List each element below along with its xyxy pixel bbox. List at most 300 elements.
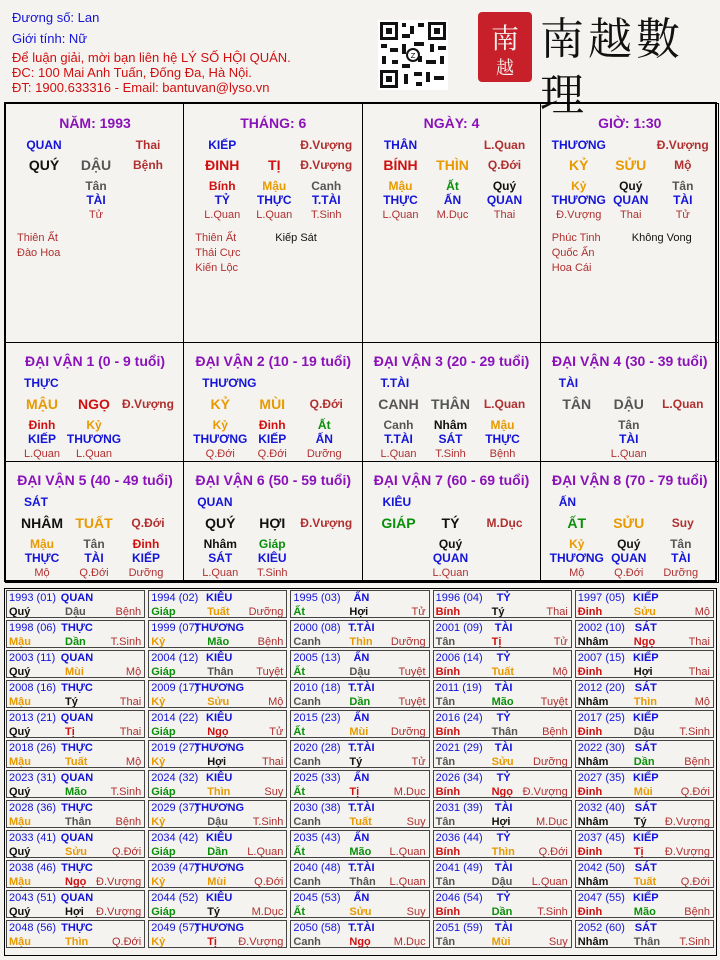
year-branch: Thìn	[65, 936, 89, 948]
hidden-state: Mộ	[569, 567, 585, 579]
year-stem: Quý	[9, 606, 31, 618]
dai-van-state: L.Quan	[483, 397, 526, 411]
year-label: 2039 (47)	[151, 862, 199, 874]
year-god: KIẾP	[632, 832, 659, 844]
year-state: Mộ	[552, 666, 568, 678]
year-state: Suy	[548, 936, 568, 948]
svg-text:越: 越	[496, 58, 514, 79]
year-branch: Hợi	[65, 906, 84, 918]
year-stem: Mậu	[9, 756, 31, 768]
year-state: Đ.Vượng	[664, 846, 710, 858]
year-label: 2035 (43)	[293, 832, 341, 844]
dai-van-god: QUAN	[197, 495, 233, 509]
year-cell[interactable]	[148, 710, 287, 738]
dai-van-branch: SỬU	[613, 515, 645, 531]
dai-van-branch: MÙI	[259, 396, 286, 412]
year-cell[interactable]	[6, 920, 145, 948]
year-cell[interactable]	[6, 890, 145, 918]
year-stem: Nhâm	[577, 696, 609, 708]
year-god: ẤN	[353, 652, 370, 664]
year-god: THƯƠNG	[194, 622, 245, 634]
year-state: M.Dục	[251, 906, 284, 918]
year-label: 2002 (10)	[577, 622, 625, 634]
year-god: TÀI	[494, 802, 513, 814]
seal-icon	[476, 10, 534, 84]
hidden-god: SÁT	[438, 432, 463, 446]
year-branch: Tuất	[491, 666, 514, 678]
hidden-state: Tử	[88, 209, 104, 221]
year-stem: Bính	[435, 666, 461, 678]
pillar-branch: SỬU	[615, 157, 647, 173]
dai-van-state: L.Quan	[662, 397, 704, 411]
year-state: Đ.Vượng	[238, 936, 284, 948]
year-stem: Tân	[435, 696, 456, 708]
year-cell[interactable]	[6, 710, 145, 738]
year-god: KIẾP	[632, 892, 659, 904]
dai-van-cell	[362, 461, 541, 583]
hidden-stem: Tân	[670, 537, 692, 551]
year-stem: Đinh	[577, 726, 603, 738]
year-cell[interactable]	[6, 650, 145, 678]
year-cell[interactable]	[290, 800, 429, 828]
year-cell[interactable]	[290, 620, 429, 648]
year-branch: Thìn	[491, 846, 515, 858]
year-state: Q.Đới	[111, 936, 142, 948]
hidden-state: Thai	[620, 209, 642, 221]
year-cell[interactable]	[148, 620, 287, 648]
year-label: 2007 (15)	[577, 652, 625, 664]
dai-van-stem: ẤT	[567, 515, 587, 531]
year-stem: Canh	[293, 696, 321, 708]
year-state: Dưỡng	[533, 756, 568, 768]
pillar-stem: QUÝ	[28, 157, 60, 173]
pillars-grid	[4, 102, 717, 582]
year-branch: Tuất	[207, 606, 230, 618]
hidden-state: Mộ	[34, 567, 50, 579]
hidden-stem: Tân	[672, 179, 694, 193]
year-state: L.Quan	[531, 876, 568, 888]
qr-code-icon[interactable]	[378, 20, 448, 90]
hidden-god: THƯƠNG	[66, 432, 122, 446]
year-label: 2051 (59)	[435, 922, 483, 934]
year-cell[interactable]	[6, 620, 145, 648]
hidden-stem: Quý	[492, 179, 517, 193]
year-stem: Đinh	[577, 846, 603, 858]
dai-van-cell	[362, 342, 541, 462]
hidden-state: Q.Đới	[205, 448, 235, 460]
star-label: Thiên Ất	[195, 232, 237, 244]
dai-van-state: Q.Đới	[131, 516, 165, 530]
year-stem: Quý	[9, 666, 31, 678]
year-state: Thai	[688, 636, 710, 648]
year-branch: Hợi	[633, 666, 653, 678]
hidden-stem: Đinh	[28, 418, 56, 432]
year-god: KIẾP	[632, 652, 659, 664]
dai-van-title: ĐẠI VẬN 8 (70 - 79 tuổi)	[551, 472, 708, 488]
year-state: Thai	[546, 606, 568, 618]
year-stem: Nhâm	[577, 936, 609, 948]
year-state: Bệnh	[542, 726, 568, 738]
year-label: 2040 (48)	[293, 862, 341, 874]
year-god: THƯƠNG	[194, 862, 245, 874]
dai-van-stem: MẬU	[26, 396, 58, 412]
hidden-state: T.Sinh	[256, 567, 288, 579]
year-cell[interactable]	[290, 710, 429, 738]
year-cell[interactable]	[575, 920, 714, 948]
year-state: Suy	[406, 906, 426, 918]
year-god: THỰC	[61, 742, 93, 754]
year-god: KIÊU	[206, 832, 233, 844]
year-branch: Dần	[491, 906, 513, 918]
year-branch: Tý	[65, 696, 78, 708]
year-cell[interactable]	[575, 800, 714, 828]
year-cell[interactable]	[148, 800, 287, 828]
dai-van-branch: DẬU	[613, 396, 644, 412]
year-label: 2029 (37)	[151, 802, 199, 814]
hidden-god: TÀI	[86, 193, 106, 207]
year-state: Suy	[406, 816, 426, 828]
year-stem: Giáp	[151, 666, 176, 678]
dai-van-god: THỰC	[24, 376, 59, 390]
year-cell[interactable]	[433, 650, 572, 678]
dai-van-stem: QUÝ	[205, 515, 236, 531]
dai-van-god: TÀI	[558, 376, 579, 390]
pillar-cell	[362, 103, 541, 343]
year-god: TỶ	[496, 832, 511, 844]
year-label: 2026 (34)	[435, 772, 483, 784]
hidden-state: L.Quan	[610, 448, 647, 460]
year-cell[interactable]	[575, 860, 714, 888]
year-god: TỶ	[496, 652, 511, 664]
hidden-stem: Tân	[85, 179, 107, 193]
year-god: SÁT	[634, 802, 657, 814]
year-label: 1997 (05)	[577, 592, 625, 604]
year-label: 2052 (60)	[577, 922, 625, 934]
year-stem: Quý	[9, 846, 31, 858]
year-branch: Thìn	[633, 696, 658, 708]
hidden-state: T.Sinh	[310, 209, 342, 221]
year-cell[interactable]	[290, 830, 429, 858]
dai-van-title: ĐẠI VẬN 5 (40 - 49 tuổi)	[17, 472, 173, 488]
year-cell[interactable]	[290, 770, 429, 798]
year-label: 1993 (01)	[9, 592, 57, 604]
year-stem: Giáp	[151, 606, 176, 618]
year-branch: Tị	[491, 636, 502, 648]
year-god: QUAN	[60, 712, 94, 724]
pillar-stem-state: Đ.Vượng	[300, 138, 353, 152]
year-cell[interactable]	[575, 590, 714, 618]
hidden-state: T.Sinh	[435, 448, 466, 460]
year-cell[interactable]	[6, 590, 145, 618]
year-branch: Dậu	[65, 606, 86, 618]
year-stem: Tân	[435, 876, 456, 888]
year-state: Đ.Vượng	[664, 816, 710, 828]
pillar-branch-state: Mộ	[674, 158, 692, 172]
year-cell[interactable]	[290, 680, 429, 708]
pillar-title: THÁNG: 6	[240, 115, 307, 131]
pillar-stem-state: Đ.Vượng	[656, 138, 709, 152]
hidden-god: QUAN	[611, 551, 647, 565]
year-cell[interactable]	[433, 740, 572, 768]
year-god: KIÊU	[206, 592, 233, 604]
year-branch: Mùi	[207, 876, 227, 888]
year-god: THỰC	[61, 802, 93, 814]
year-cell[interactable]	[148, 830, 287, 858]
year-stem: Giáp	[151, 786, 176, 798]
hidden-stem: Ất	[446, 179, 459, 193]
year-stem: Kỷ	[151, 636, 166, 648]
year-stem: Nhâm	[577, 756, 609, 768]
hidden-stem: Nhâm	[203, 537, 237, 551]
dai-van-stem: NHÂM	[21, 515, 63, 531]
year-label: 2037 (45)	[577, 832, 625, 844]
star-label: Phúc Tinh	[551, 232, 601, 244]
year-god: KIẾP	[632, 772, 659, 784]
year-state: Q.Đới	[680, 786, 710, 798]
hidden-stem: Quý	[438, 537, 463, 551]
year-state: Mộ	[694, 696, 710, 708]
year-god: QUAN	[60, 892, 94, 904]
year-branch: Dần	[207, 846, 228, 858]
year-label: 2023 (31)	[9, 772, 57, 784]
year-cell[interactable]	[148, 590, 287, 618]
year-cell[interactable]	[6, 800, 145, 828]
year-cell[interactable]	[6, 680, 145, 708]
year-label: 2041 (49)	[435, 862, 483, 874]
year-cell[interactable]	[290, 740, 429, 768]
year-state: Tuyệt	[256, 666, 284, 678]
hidden-state: Dưỡng	[128, 567, 164, 579]
year-branch: Dậu	[207, 816, 228, 828]
pillar-cell	[5, 103, 184, 343]
year-god: TÀI	[494, 682, 513, 694]
year-branch: Thìn	[349, 636, 373, 648]
pillar-title: GIỜ: 1:30	[598, 115, 662, 131]
year-cell[interactable]	[575, 770, 714, 798]
dai-van-stem: TÂN	[562, 396, 592, 412]
year-branch: Sửu	[207, 696, 230, 708]
year-state: Bệnh	[115, 816, 142, 828]
year-cell[interactable]	[290, 590, 429, 618]
year-cell[interactable]	[433, 860, 572, 888]
year-stem: Mậu	[9, 696, 31, 708]
year-label: 2025 (33)	[293, 772, 341, 784]
year-label: 2033 (41)	[9, 832, 57, 844]
year-cell[interactable]	[6, 740, 145, 768]
year-state: T.Sinh	[110, 786, 142, 798]
year-stem: Quý	[9, 786, 31, 798]
year-stem: Mậu	[9, 876, 31, 888]
year-label: 2024 (32)	[151, 772, 199, 784]
year-cell[interactable]	[433, 830, 572, 858]
year-cell[interactable]	[433, 890, 572, 918]
dai-van-stem: CANH	[378, 396, 419, 412]
year-god: KIÊU	[206, 892, 233, 904]
year-god: T.TÀI	[348, 742, 375, 754]
year-stem: Bính	[435, 726, 461, 738]
year-state: Suy	[264, 786, 284, 798]
contact: ĐT: 1900.633316 - Email: bantuvan@lyso.vn	[12, 80, 270, 95]
year-cell[interactable]	[290, 920, 429, 948]
year-god: THỰC	[61, 922, 93, 934]
year-label: 2034 (42)	[151, 832, 199, 844]
year-state: Bệnh	[684, 756, 710, 768]
year-branch: Ngọ	[207, 726, 229, 738]
hidden-god: THỰC	[256, 193, 292, 207]
year-cell[interactable]	[433, 590, 572, 618]
hidden-god: TỶ	[214, 193, 230, 207]
year-cell[interactable]	[575, 830, 714, 858]
year-cell[interactable]	[290, 650, 429, 678]
hidden-stem: Tân	[618, 418, 640, 432]
year-cell[interactable]	[575, 620, 714, 648]
year-cell[interactable]	[433, 770, 572, 798]
year-cell[interactable]	[148, 920, 287, 948]
year-cell[interactable]	[575, 650, 714, 678]
year-god: THƯƠNG	[194, 802, 245, 814]
year-branch: Mùi	[491, 936, 511, 948]
pillar-title: NĂM: 1993	[59, 115, 131, 131]
year-label: 2028 (36)	[9, 802, 57, 814]
year-cell[interactable]	[148, 650, 287, 678]
pillar-branch: DẬU	[80, 157, 112, 173]
dai-van-branch: NGỌ	[78, 396, 110, 412]
pillar-stem: KỶ	[569, 157, 589, 173]
year-label: 1995 (03)	[293, 592, 341, 604]
year-cell[interactable]	[148, 890, 287, 918]
year-stem: Kỷ	[151, 696, 166, 708]
star-label: Không Vong	[631, 232, 692, 244]
year-label: 2045 (53)	[293, 892, 341, 904]
hidden-god: TÀI	[619, 432, 639, 446]
star-label: Hoa Cái	[551, 262, 592, 274]
hidden-god: THƯƠNG	[549, 551, 604, 565]
year-god: T.TÀI	[348, 862, 375, 874]
year-stem: Nhâm	[577, 636, 609, 648]
year-label: 2000 (08)	[293, 622, 341, 634]
hidden-state: L.Quan	[23, 448, 61, 460]
year-branch: Ngọ	[633, 636, 656, 648]
year-state: Thai	[119, 726, 142, 738]
year-cell[interactable]	[433, 710, 572, 738]
year-stem: Tân	[435, 936, 456, 948]
year-label: 2016 (24)	[435, 712, 483, 724]
year-cell[interactable]	[6, 830, 145, 858]
year-cell[interactable]	[575, 680, 714, 708]
year-branch: Thân	[65, 816, 92, 828]
year-branch: Hợi	[349, 606, 369, 618]
hidden-stem: Mậu	[388, 179, 413, 193]
year-label: 2030 (38)	[293, 802, 341, 814]
hidden-god: THỰC	[485, 432, 520, 446]
year-branch: Mão	[207, 636, 230, 648]
year-cell[interactable]	[148, 770, 287, 798]
year-branch: Tuất	[349, 816, 372, 828]
dai-van-cell	[5, 461, 184, 583]
year-state: M.Dục	[393, 786, 426, 798]
dai-van-stem: GIÁP	[381, 515, 416, 531]
hidden-god: SÁT	[208, 551, 233, 565]
year-label: 1996 (04)	[435, 592, 483, 604]
hidden-god: TÀI	[673, 193, 693, 207]
hidden-state: M.Dục	[436, 209, 469, 221]
hidden-god: QUAN	[486, 193, 523, 207]
hidden-state: Đ.Vượng	[556, 209, 602, 221]
year-label: 2019 (27)	[151, 742, 199, 754]
year-branch: Tuất	[65, 756, 88, 768]
year-cell[interactable]	[6, 860, 145, 888]
year-cell[interactable]	[148, 740, 287, 768]
year-cell[interactable]	[290, 890, 429, 918]
year-god: ẤN	[353, 592, 370, 604]
year-god: QUAN	[60, 592, 94, 604]
year-god: SÁT	[634, 862, 657, 874]
year-branch: Tuất	[633, 876, 657, 888]
hidden-state: L.Quan	[204, 209, 241, 221]
year-state: Dưỡng	[248, 606, 284, 618]
year-cell[interactable]	[433, 800, 572, 828]
year-cell[interactable]	[575, 890, 714, 918]
year-state: Mộ	[694, 606, 710, 618]
year-stem: Kỷ	[151, 756, 166, 768]
year-branch: Tý	[207, 906, 221, 918]
year-branch: Tý	[633, 816, 647, 828]
hidden-stem: Kỷ	[571, 179, 587, 193]
year-stem: Canh	[293, 756, 321, 768]
pillar-branch: TỊ	[268, 157, 281, 173]
year-branch: Thân	[349, 876, 376, 888]
year-state: Tử	[411, 606, 426, 618]
year-god: THỰC	[61, 682, 93, 694]
hidden-god: THƯƠNG	[551, 193, 606, 207]
year-stem: Bính	[435, 846, 461, 858]
year-cell[interactable]	[575, 710, 714, 738]
year-cell[interactable]	[148, 860, 287, 888]
year-state: Mộ	[125, 756, 142, 768]
year-branch: Ngọ	[349, 936, 371, 948]
year-cell[interactable]	[433, 620, 572, 648]
hidden-state: Q.Đới	[614, 567, 644, 579]
year-cell[interactable]	[433, 680, 572, 708]
year-god: QUAN	[60, 772, 94, 784]
dai-van-title: ĐẠI VẬN 2 (10 - 19 tuổi)	[195, 353, 352, 369]
year-cell[interactable]	[148, 680, 287, 708]
year-cell[interactable]	[290, 860, 429, 888]
dai-van-title: ĐẠI VẬN 7 (60 - 69 tuổi)	[373, 472, 530, 488]
year-state: L.Quan	[247, 846, 284, 858]
year-label: 2001 (09)	[435, 622, 483, 634]
year-state: Dưỡng	[390, 726, 426, 738]
hidden-stem: Ất	[317, 418, 331, 432]
year-god: KIÊU	[206, 652, 233, 664]
dai-van-state: M.Dục	[486, 516, 523, 530]
dai-van-cell	[540, 342, 719, 462]
year-label: 2046 (54)	[435, 892, 483, 904]
year-branch: Tị	[349, 786, 360, 798]
year-stem: Ất	[293, 666, 305, 678]
year-stem: Giáp	[151, 726, 176, 738]
year-god: T.TÀI	[348, 682, 375, 694]
year-cell[interactable]	[6, 770, 145, 798]
year-cell[interactable]	[433, 920, 572, 948]
year-branch: Dần	[349, 696, 371, 708]
pillar-stem-state: L.Quan	[483, 138, 526, 152]
year-cell[interactable]	[575, 740, 714, 768]
year-state: Thai	[688, 666, 710, 678]
star-label: Thái Cực	[195, 247, 241, 259]
dai-van-state: Đ.Vượng	[122, 397, 174, 411]
hidden-god: T.TÀI	[311, 193, 341, 207]
